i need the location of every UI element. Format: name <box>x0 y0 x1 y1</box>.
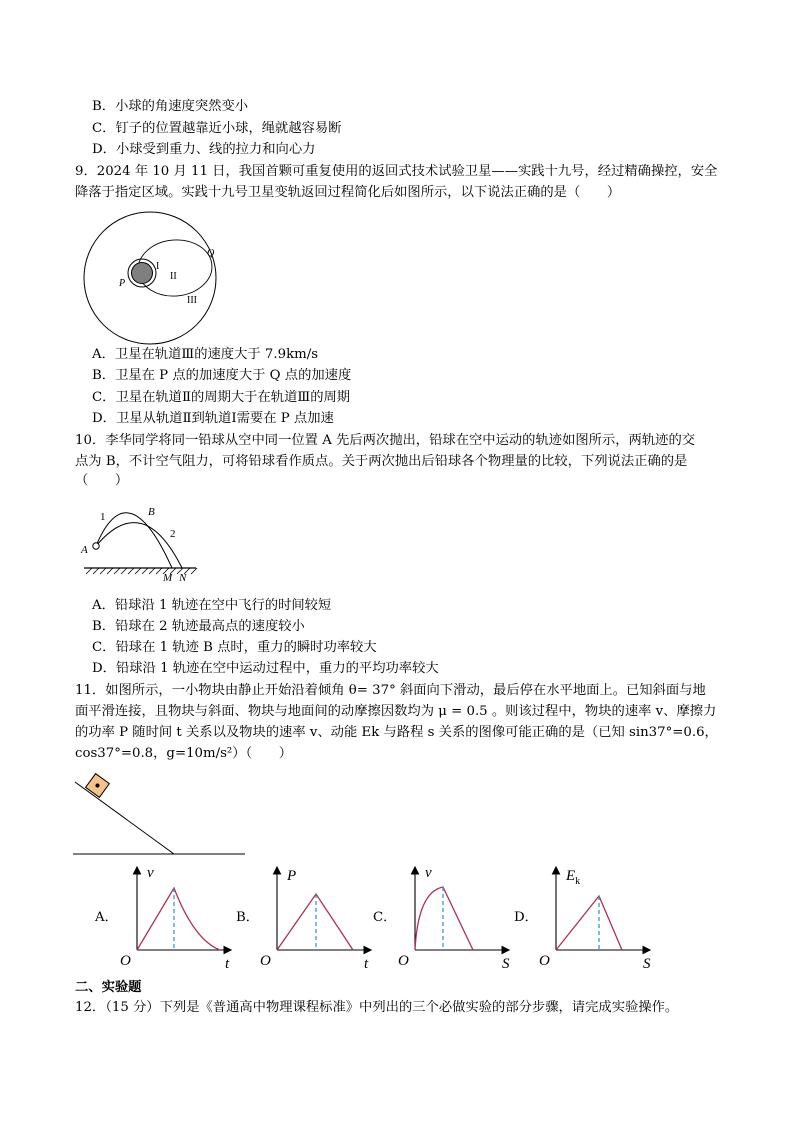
label-A: A <box>81 544 88 556</box>
q10-option-c: C．铅球在 1 轨迹 B 点时，重力的瞬时功率较大 <box>92 640 377 655</box>
q8-option-c: C．钉子的位置越靠近小球，绳就越容易断 <box>92 121 342 136</box>
point-A-ball <box>93 543 99 549</box>
q10-option-d: D．铅球沿 1 轨迹在空中运动过程中，重力的平均功率较大 <box>92 661 439 676</box>
graph-a-origin: O <box>120 953 131 969</box>
q9-stem-line2: 降落于指定区域。实践十九号卫星变轨返回过程简化后如图所示，以下说法正确的是（ ） <box>75 185 621 200</box>
q10-stem-line1: 10．李华同学将同一铅球从空中同一位置 A 先后两次抛出，铅球在空中运动的轨迹如图所示，两轨迹的交 <box>75 433 696 448</box>
graph-c-origin: O <box>398 953 409 969</box>
graph-b-xlabel: t <box>364 956 369 972</box>
graph-b-ylabel: P <box>287 868 297 884</box>
graph-c-ylabel: v <box>425 865 432 881</box>
graph-b-curve <box>277 894 353 950</box>
label-M: M <box>163 572 173 584</box>
q8-option-d: D．小球受到重力、线的拉力和向心力 <box>92 142 316 157</box>
graph-d-ylabel-sub: k <box>575 876 581 887</box>
earth <box>132 263 153 284</box>
q11-stem-line2: 面平滑连接，且物块与斜面、物块与地面间的动摩擦因数均为 μ = 0.5 。则该过程中，物块的速率 v、摩擦力 <box>75 704 717 719</box>
label-N: N <box>179 572 187 584</box>
graph-d-curve <box>556 896 622 950</box>
graph-a-xlabel: t <box>225 956 230 972</box>
graph-d-ylabel <box>565 868 580 887</box>
block <box>86 774 110 798</box>
q9-option-b: B．卫星在 P 点的加速度大于 Q 点的加速度 <box>92 368 352 383</box>
q9-stem-line1: 9．2024 年 10 月 11 日，我国首颗可重复使用的返回式技术试验卫星——实践十九号，经过精确操控，安全 <box>75 164 718 179</box>
label-I: I <box>156 261 160 272</box>
graph-d-ylabel-main: E <box>566 868 576 884</box>
graph-a-curve <box>137 888 220 950</box>
q9-option-c: C．卫星在轨道Ⅱ的周期大于在轨道Ⅲ的周期 <box>92 390 351 405</box>
q11-stem-line4: cos37°=0.8，g=10m/s²）（ ） <box>75 746 293 761</box>
q11-incline-figure <box>70 770 250 860</box>
graph-a-option-label: A． <box>95 910 118 925</box>
label-II: II <box>170 271 177 282</box>
q9-option-d: D．卫星从轨道Ⅱ到轨道Ⅰ需要在 P 点加速 <box>92 411 334 426</box>
q10-stem-line2: 点为 B，不计空气阻力，可将铅球看作质点。关于两次抛出后铅球各个物理量的比较，下列说法正确的是 <box>75 454 688 469</box>
trajectory-1 <box>96 513 172 568</box>
graph-c-curve <box>415 887 473 950</box>
q11-stem-line3: 的功率 P 随时间 t 关系以及物块的速率 v、动能 Ek 与路程 s 关系的图像可能正确的是（已知 sin37°=0.6， <box>75 725 718 740</box>
q10-stem-line3: （ ） <box>75 473 129 488</box>
graph-d-option-label: D． <box>514 910 538 925</box>
q12-stem-line1: 12．（15 分）下列是《普通高中物理课程标准》中列出的三个必做实验的部分步骤，请完成实验操作。 <box>75 1000 679 1015</box>
q10-trajectory-figure <box>78 495 203 585</box>
graph-b <box>258 860 383 972</box>
graph-c-option-label: C． <box>373 910 397 925</box>
q10-option-a: A．铅球沿 1 轨迹在空中飞行的时间较短 <box>92 598 332 613</box>
graph-a <box>118 860 243 972</box>
graph-b-option-label: B． <box>236 910 260 925</box>
q9-option-a: A．卫星在轨道Ⅲ的速度大于 7.9km/s <box>92 347 319 362</box>
graph-a-ylabel: v <box>147 865 154 881</box>
graph-b-origin: O <box>260 953 271 969</box>
graph-d <box>537 860 662 972</box>
label-III: III <box>187 295 197 306</box>
graph-c-xlabel: S <box>502 956 510 972</box>
q11-stem-line1: 11．如图所示，一小物块由静止开始沿着倾角 θ= 37° 斜面向下滑动，最后停在水平地面上。已知斜面与地 <box>75 683 706 698</box>
q9-orbit-figure <box>72 206 232 346</box>
incline <box>75 782 174 854</box>
label-1: 1 <box>100 511 106 523</box>
graph-c <box>396 860 521 972</box>
label-B: B <box>148 506 155 518</box>
graph-d-origin: O <box>539 953 550 969</box>
graph-d-xlabel: S <box>643 956 651 972</box>
section-title: 二、实验题 <box>75 980 142 995</box>
label-Q: Q <box>207 248 215 259</box>
q8-option-b: B．小球的角速度突然变小 <box>92 99 249 114</box>
q10-option-b: B．铅球在 2 轨迹最高点的速度较小 <box>92 619 305 634</box>
label-P: P <box>119 278 126 289</box>
label-2: 2 <box>170 528 176 540</box>
